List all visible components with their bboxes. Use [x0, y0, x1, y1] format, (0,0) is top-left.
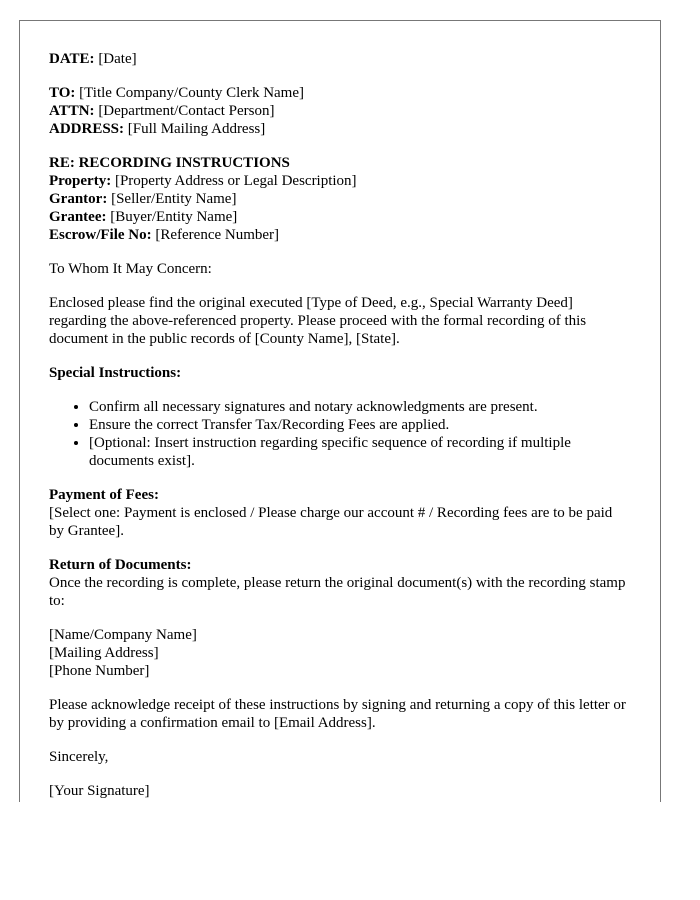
return-section	[49, 556, 631, 610]
escrow-label: Escrow/File No:	[49, 227, 152, 243]
return-phone: [Phone Number]	[49, 663, 150, 679]
to-line	[49, 84, 631, 102]
re-heading-line	[49, 154, 631, 172]
grantor-line	[49, 190, 631, 208]
salutation: To Whom It May Concern:	[49, 261, 212, 277]
date-label: DATE:	[49, 51, 95, 67]
escrow-value: [Reference Number]	[155, 227, 280, 243]
attn-value: [Department/Contact Person]	[98, 103, 275, 119]
fees-text: [Select one: Payment is enclosed / Please charge our account # / Recording fees are to be paid by Grantee].	[49, 505, 613, 539]
escrow-line	[49, 226, 631, 244]
recipient-block	[49, 84, 631, 138]
list-item: • [Optional: Insert instruction regarding specific sequence of recording if multiple documents exist].	[89, 434, 631, 470]
attn-line	[49, 102, 631, 120]
grantor-label: Grantor:	[49, 191, 108, 207]
grantee-value: [Buyer/Entity Name]	[110, 209, 238, 225]
acknowledge-paragraph: Please acknowledge receipt of these instructions by signing and returning a copy of this letter or by providing a confirmation email to [Email Address].	[49, 697, 626, 731]
re-block	[49, 154, 631, 244]
intro-paragraph: Enclosed please find the original executed [Type of Deed, e.g., Special Warranty Deed] regarding the above-referenced property. Please proceed with the formal recording of this document in the public records of [County Name], [State].	[49, 295, 587, 347]
grantor-value: [Seller/Entity Name]	[111, 191, 237, 207]
property-label: Property:	[49, 173, 112, 189]
grantee-label: Grantee:	[49, 209, 107, 225]
date-value: [Date]	[98, 51, 137, 67]
special-instructions-list	[49, 398, 631, 470]
grantee-line	[49, 208, 631, 226]
re-heading: RE: RECORDING INSTRUCTIONS	[49, 155, 290, 171]
fees-heading: Payment of Fees:	[49, 487, 159, 503]
signature: [Your Signature]	[49, 783, 150, 799]
address-line	[49, 120, 631, 138]
fees-section	[49, 486, 631, 540]
sign-off: Sincerely,	[49, 749, 109, 765]
return-heading: Return of Documents:	[49, 557, 192, 573]
list-item: • Confirm all necessary signatures and notary acknowledgments are present.	[89, 398, 631, 416]
special-instructions-heading	[49, 364, 631, 382]
date-block	[49, 50, 631, 68]
return-text: Once the recording is complete, please return the original document(s) with the recording stamp to:	[49, 575, 626, 609]
return-name: [Name/Company Name]	[49, 627, 197, 643]
letter-document	[19, 20, 661, 802]
property-value: [Property Address or Legal Description]	[114, 173, 357, 189]
address-value: [Full Mailing Address]	[127, 121, 266, 137]
address-label: ADDRESS:	[49, 121, 125, 137]
attn-label: ATTN:	[49, 103, 95, 119]
to-value: [Title Company/County Clerk Name]	[79, 85, 305, 101]
date-line	[49, 50, 631, 68]
property-line	[49, 172, 631, 190]
to-label: TO:	[49, 85, 76, 101]
return-address-block	[49, 626, 631, 680]
special-heading-text: Special Instructions:	[49, 365, 182, 381]
return-address: [Mailing Address]	[49, 645, 159, 661]
list-item: • Ensure the correct Transfer Tax/Recording Fees are applied.	[89, 416, 631, 434]
